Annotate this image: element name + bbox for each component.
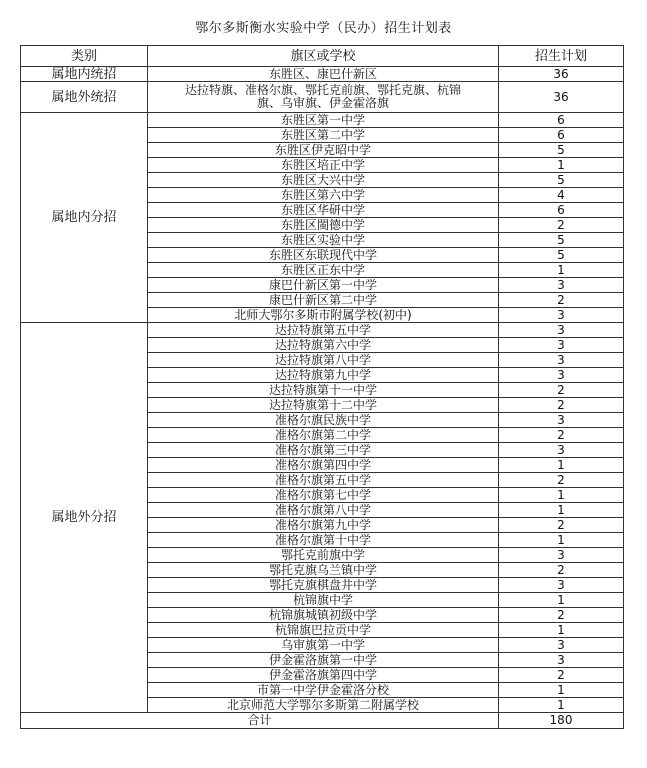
school-cell: 准格尔旗第四中学 [148, 458, 499, 473]
quota-cell: 5 [499, 248, 624, 263]
quota-cell: 2 [499, 668, 624, 683]
table-body [21, 67, 624, 729]
page-title: 鄂尔多斯衡水实验中学（民办）招生计划表 [195, 21, 452, 36]
quota-cell: 3 [499, 368, 624, 383]
quota-cell: 1 [499, 458, 624, 473]
quota-cell: 2 [499, 473, 624, 488]
school-cell: 杭锦旗中学 [148, 593, 499, 608]
school-cell: 伊金霍洛旗第一中学 [148, 653, 499, 668]
school-cell: 北京师范大学鄂尔多斯第二附属学校 [148, 698, 499, 713]
quota-cell: 2 [499, 398, 624, 413]
quota-cell: 6 [499, 203, 624, 218]
quota-cell: 5 [499, 233, 624, 248]
header-category: 类别 [21, 46, 148, 67]
school-cell: 达拉特旗第六中学 [148, 338, 499, 353]
school-cell: 准格尔旗民族中学 [148, 413, 499, 428]
school-cell: 准格尔旗第九中学 [148, 518, 499, 533]
quota-cell: 1 [499, 158, 624, 173]
school-cell: 准格尔旗第三中学 [148, 443, 499, 458]
category-cell: 属地内统招 [21, 67, 148, 82]
table-row [21, 113, 624, 128]
school-cell: 鄂托克旗乌兰镇中学 [148, 563, 499, 578]
school-cell: 达拉特旗第九中学 [148, 368, 499, 383]
quota-cell: 6 [499, 128, 624, 143]
school-cell: 东胜区华研中学 [148, 203, 499, 218]
school-cell: 康巴什新区第二中学 [148, 293, 499, 308]
table-row [21, 67, 624, 82]
total-row [21, 713, 624, 729]
quota-cell: 2 [499, 293, 624, 308]
school-cell: 康巴什新区第一中学 [148, 278, 499, 293]
school-cell: 杭锦旗城镇初级中学 [148, 608, 499, 623]
school-cell: 东胜区第一中学 [148, 113, 499, 128]
school-cell: 东胜区伊克昭中学 [148, 143, 499, 158]
school-cell: 鄂托克前旗中学 [148, 548, 499, 563]
table-row [21, 323, 624, 338]
school-cell: 东胜区实验中学 [148, 233, 499, 248]
quota-cell: 3 [499, 548, 624, 563]
school-cell: 鄂托克旗棋盘井中学 [148, 578, 499, 593]
quota-cell: 1 [499, 593, 624, 608]
quota-cell: 5 [499, 173, 624, 188]
quota-cell: 3 [499, 653, 624, 668]
school-cell: 准格尔旗第八中学 [148, 503, 499, 518]
school-cell: 达拉特旗、准格尔旗、鄂托克前旗、鄂托克旗、杭锦旗、乌审旗、伊金霍洛旗 [148, 82, 499, 113]
quota-cell: 1 [499, 623, 624, 638]
category-cell: 属地外统招 [21, 82, 148, 113]
quota-cell: 1 [499, 503, 624, 518]
quota-cell: 1 [499, 683, 624, 698]
school-cell: 东胜区、康巴什新区 [148, 67, 499, 82]
quota-cell: 6 [499, 113, 624, 128]
school-cell: 东胜区培正中学 [148, 158, 499, 173]
quota-cell: 3 [499, 443, 624, 458]
school-cell: 东胜区东联现代中学 [148, 248, 499, 263]
quota-cell: 3 [499, 578, 624, 593]
school-cell: 乌审旗第一中学 [148, 638, 499, 653]
school-cell: 达拉特旗第十一中学 [148, 383, 499, 398]
total-label: 合计 [21, 713, 499, 729]
quota-cell: 1 [499, 698, 624, 713]
quota-cell: 2 [499, 518, 624, 533]
table-row [21, 82, 624, 113]
quota-cell: 2 [499, 383, 624, 398]
quota-cell: 3 [499, 323, 624, 338]
quota-cell: 3 [499, 338, 624, 353]
school-cell: 准格尔旗第十中学 [148, 533, 499, 548]
quota-cell: 4 [499, 188, 624, 203]
school-cell: 准格尔旗第二中学 [148, 428, 499, 443]
total-quota: 180 [499, 713, 624, 729]
quota-cell: 2 [499, 608, 624, 623]
school-cell: 达拉特旗第五中学 [148, 323, 499, 338]
school-cell: 东胜区閩德中学 [148, 218, 499, 233]
quota-cell: 1 [499, 533, 624, 548]
school-cell: 东胜区第二中学 [148, 128, 499, 143]
school-cell: 准格尔旗第五中学 [148, 473, 499, 488]
category-cell: 属地外分招 [21, 323, 148, 713]
quota-cell: 3 [499, 278, 624, 293]
school-cell: 达拉特旗第八中学 [148, 353, 499, 368]
quota-cell: 3 [499, 353, 624, 368]
school-cell: 杭锦旗巴拉贡中学 [148, 623, 499, 638]
quota-cell: 1 [499, 263, 624, 278]
school-cell: 东胜区大兴中学 [148, 173, 499, 188]
quota-cell: 1 [499, 488, 624, 503]
header-school: 旗区或学校 [148, 46, 499, 67]
school-cell: 北师大鄂尔多斯市附属学校(初中) [148, 308, 499, 323]
quota-cell: 2 [499, 428, 624, 443]
quota-cell: 36 [499, 67, 624, 82]
category-cell: 属地内分招 [21, 113, 148, 323]
quota-cell: 3 [499, 308, 624, 323]
quota-cell: 5 [499, 143, 624, 158]
school-cell: 东胜区正东中学 [148, 263, 499, 278]
school-cell: 市第一中学伊金霍洛分校 [148, 683, 499, 698]
enrollment-plan-table [20, 45, 624, 729]
school-cell: 东胜区第六中学 [148, 188, 499, 203]
school-cell: 达拉特旗第十二中学 [148, 398, 499, 413]
school-cell: 准格尔旗第七中学 [148, 488, 499, 503]
header-quota: 招生计划 [499, 46, 624, 67]
quota-cell: 3 [499, 413, 624, 428]
table-header-row [21, 46, 624, 67]
quota-cell: 2 [499, 563, 624, 578]
quota-cell: 36 [499, 82, 624, 113]
quota-cell: 3 [499, 638, 624, 653]
quota-cell: 2 [499, 218, 624, 233]
school-cell: 伊金霍洛旗第四中学 [148, 668, 499, 683]
